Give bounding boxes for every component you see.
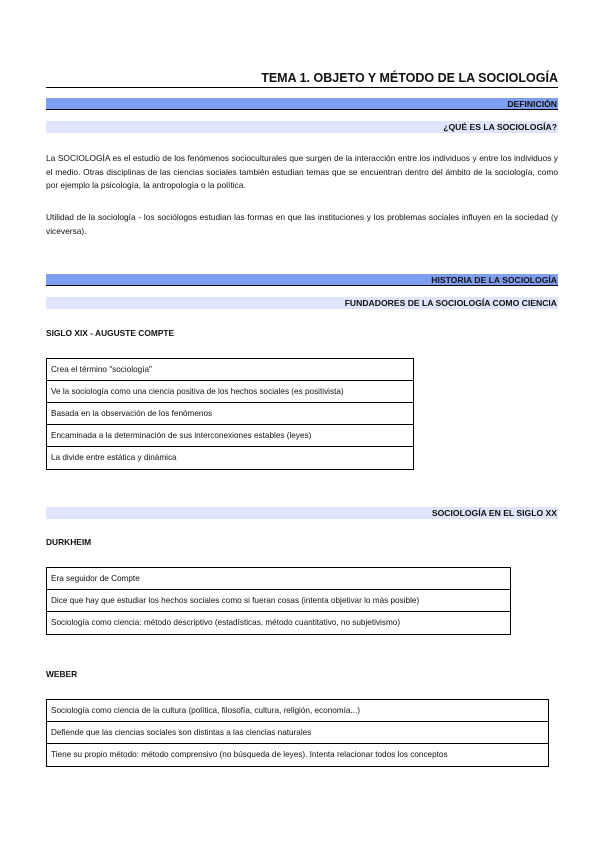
subsection-header-siglo-xx-label: SOCIOLOGÍA EN EL SIGLO XX [431,508,557,518]
list-item: Tiene su propio método: método comprensivo (no búsqueda de leyes). Intenta relacionar todos los conceptos [51,750,448,759]
list-item: Basada en la observación de los fenómenos [47,403,413,425]
subsection-header-fundadores-label: FUNDADORES DE LA SOCIOLOGÍA COMO CIENCIA [344,298,557,308]
subsection-header-que-es [46,121,558,133]
weber-heading: WEBER [46,669,78,679]
comte-heading: SIGLO XIX - AUGUSTE COMPTE [46,328,175,338]
definition-paragraph: La SOCIOLOGÍA es el estudio de los fenómenos socioculturales que surgen de la interacción entre los individuos y entre los individuos y el medio. Otras disciplinas de las ciencias sociales también estudian temas que se encuentran dentro del ámbito de la sociología, como por ejemplo la psicología, la antropología o la política. [46,153,558,190]
subsection-header-siglo-xx [46,507,558,519]
list-item: Encaminada a la determinación de sus interconexiones estables (leyes) [47,425,413,447]
section-header-historia-label: HISTORIA DE LA SOCIOLOGÍA [431,275,557,285]
section-header-definicion [46,98,558,110]
section-header-historia [46,274,558,286]
subsection-header-fundadores [46,297,558,309]
list-item: La divide entre estática y dinámica [51,453,177,462]
section-header-definicion-label: DEFINICIÓN [507,99,557,109]
durkheim-heading: DURKHEIM [46,537,92,547]
list-item: Sociología como ciencia: método descriptivo (estadísticas, método cuantitativo, no subjetivismo) [51,618,401,627]
list-item: Dice que hay que estudiar los hechos sociales como si fueran cosas (intenta objetivar lo más posible) [47,590,510,612]
weber-list [46,699,549,767]
comte-list [46,358,414,470]
subsection-header-que-es-label: ¿QUÉ ES LA SOCIOLOGÍA? [443,122,557,132]
page-title: TEMA 1. OBJETO Y MÉTODO DE LA SOCIOLOGÍA [46,70,558,88]
durkheim-list [46,567,511,635]
list-item: Ve la sociología como una ciencia positiva de los hechos sociales (es positivista) [47,381,413,403]
list-item: Sociología como ciencia de la cultura (política, filosofía, cultura, religión, economía...) [47,700,548,722]
list-item: Crea el término "sociología" [47,359,413,381]
utility-paragraph: Utilidad de la sociología - los sociólogos estudian las formas en que las instituciones y los problemas sociales influyen en la sociedad (y viceversa). [46,212,558,236]
list-item: Era seguidor de Compte [47,568,510,590]
list-item: Defiende que las ciencias sociales son distintas a las ciencias naturales [47,722,548,744]
